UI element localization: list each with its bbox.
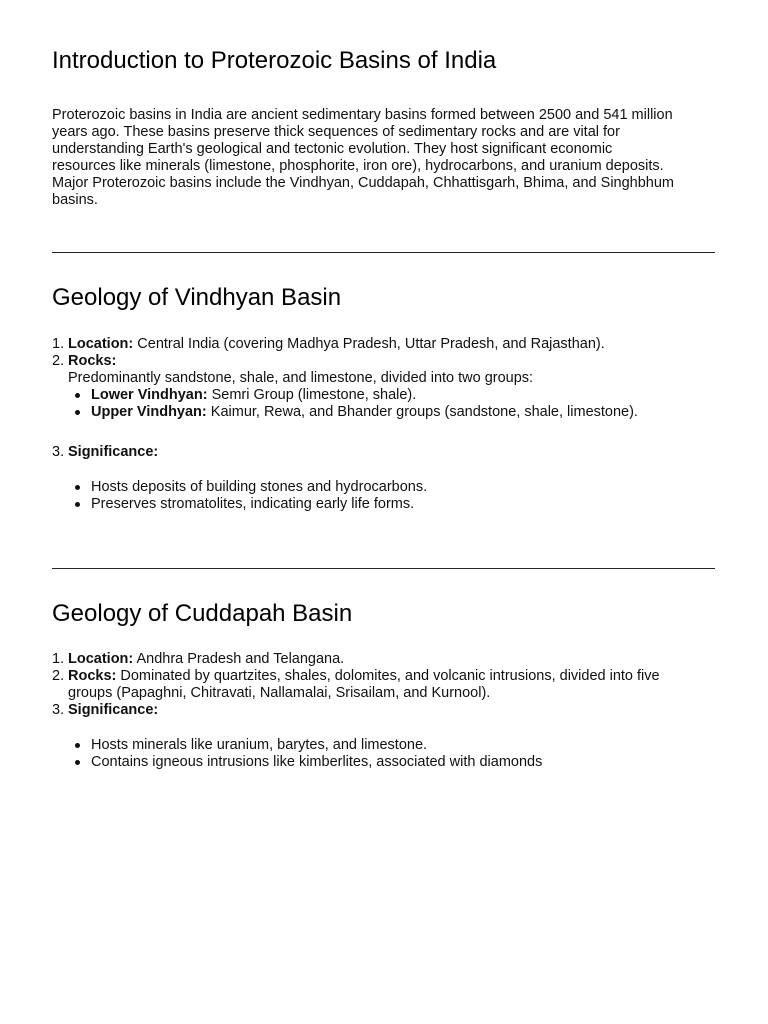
intro-section — [52, 47, 715, 75]
vindhyan-significance — [52, 444, 715, 461]
intro-line: understanding Earth's geological and tectonic evolution. They host significant economic — [52, 141, 613, 157]
list-item: Hosts deposits of building stones and hydrocarbons. — [52, 479, 715, 496]
list-number: 1. — [52, 336, 65, 352]
list-item — [52, 387, 715, 404]
cuddapah-list — [52, 651, 715, 719]
intro-line: resources like minerals (limestone, phosphorite, iron ore), hydrocarbons, and uranium deposits. — [52, 158, 664, 174]
bullet-icon — [75, 760, 80, 765]
rocks-label: Rocks: — [68, 353, 117, 369]
intro-line: years ago. These basins preserve thick sequences of sedimentary rocks and are vital for — [52, 124, 620, 140]
intro-line: Proterozoic basins in India are ancient sedimentary basins formed between 2500 and 541 million — [52, 107, 673, 123]
group-label: Upper Vindhyan: — [91, 404, 207, 420]
list-number: 2. — [52, 668, 65, 684]
section-divider — [52, 568, 715, 569]
group-text: Kaimur, Rewa, and Bhander groups (sandstone, shale, limestone). — [206, 404, 638, 420]
bullet-icon — [75, 502, 80, 507]
vindhyan-heading: Geology of Vindhyan Basin — [52, 284, 342, 311]
section-divider — [52, 252, 715, 253]
list-item — [52, 444, 715, 461]
vindhyan-significance-list — [52, 479, 715, 513]
list-number: 3. — [52, 444, 65, 460]
location-text: Central India (covering Madhya Pradesh, Uttar Pradesh, and Rajasthan). — [133, 336, 605, 352]
rocks-description: Predominantly sandstone, shale, and limestone, divided into two groups: — [68, 370, 534, 386]
significance-label: Significance: — [68, 702, 159, 718]
rocks-label: Rocks: — [68, 668, 117, 684]
cuddapah-significance-list — [52, 737, 715, 771]
intro-paragraph — [52, 107, 715, 209]
list-number: 1. — [52, 651, 65, 667]
location-label: Location: — [68, 651, 134, 667]
location-label: Location: — [68, 336, 134, 352]
bullet-icon — [75, 410, 80, 415]
location-text: Andhra Pradesh and Telangana. — [133, 651, 345, 667]
list-item: Contains igneous intrusions like kimberlites, associated with diamonds — [52, 754, 715, 771]
group-label: Lower Vindhyan: — [91, 387, 208, 403]
intro-heading: Introduction to Proterozoic Basins of India — [52, 47, 497, 74]
list-item: Preserves stromatolites, indicating early life forms. — [52, 496, 715, 513]
cuddapah-heading: Geology of Cuddapah Basin — [52, 600, 353, 627]
intro-line: basins. — [52, 192, 98, 208]
group-text: Semri Group (limestone, shale). — [207, 387, 417, 403]
bullet-icon — [75, 485, 80, 490]
cuddapah-section — [52, 600, 715, 628]
rocks-text: Dominated by quartzites, shales, dolomites, and volcanic intrusions, divided into five — [116, 668, 660, 684]
rock-groups-list — [52, 387, 715, 421]
list-item — [52, 651, 715, 668]
list-item: Hosts minerals like uranium, barytes, and limestone. — [52, 737, 715, 754]
bullet-icon — [75, 393, 80, 398]
rocks-text-continued: groups (Papaghni, Chitravati, Nallamalai, Srisailam, and Kurnool). — [68, 685, 491, 701]
intro-line: Major Proterozoic basins include the Vindhyan, Cuddapah, Chhattisgarh, Bhima, and Singhbhum — [52, 175, 674, 191]
list-item — [52, 668, 715, 685]
vindhyan-section — [52, 284, 715, 312]
significance-label: Significance: — [68, 444, 159, 460]
list-item — [52, 702, 715, 719]
list-item — [52, 353, 715, 370]
list-item — [52, 404, 715, 421]
vindhyan-list — [52, 336, 715, 421]
list-number: 2. — [52, 353, 65, 369]
list-number: 3. — [52, 702, 65, 718]
list-item — [52, 336, 715, 353]
bullet-icon — [75, 743, 80, 748]
